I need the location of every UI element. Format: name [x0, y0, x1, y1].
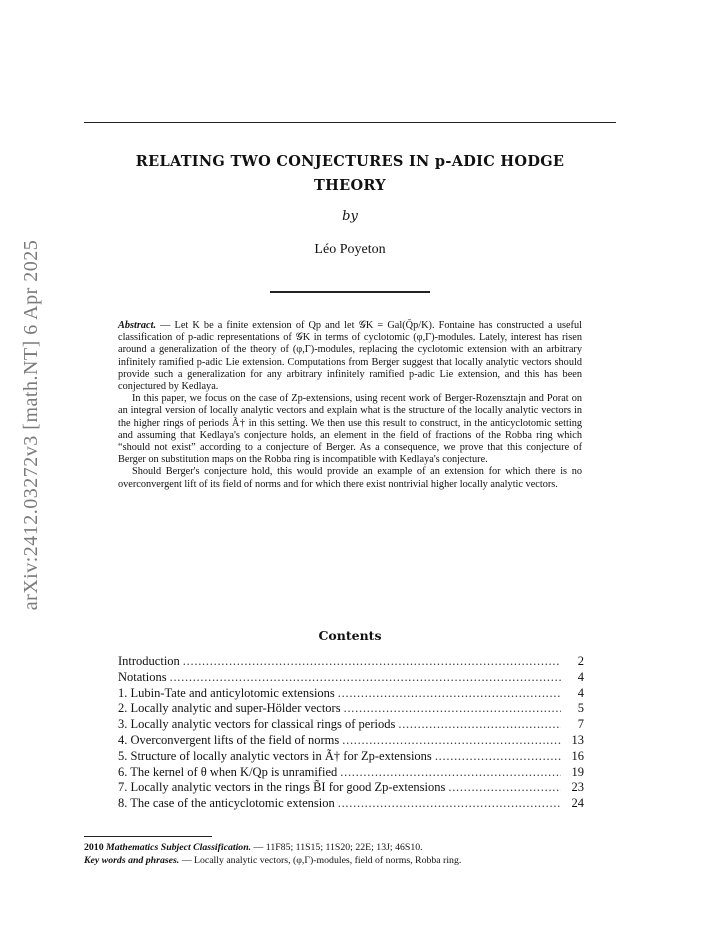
toc-entry-label: 7. Locally analytic vectors in the rings B̃I for good Zp-extensions — [118, 780, 446, 795]
toc-entry-label: 5. Structure of locally analytic vectors in Ã† for Zp-extensions — [118, 748, 432, 763]
toc-leader-dots — [338, 796, 561, 811]
toc-entry-page: 24 — [571, 796, 584, 811]
toc-entry-page: 13 — [571, 732, 584, 747]
toc-entry[interactable] — [118, 780, 584, 796]
abstract-paragraph-1 — [118, 320, 582, 393]
toc-entry-page: 23 — [571, 780, 584, 795]
toc-entry-page: 4 — [577, 669, 584, 684]
toc-entry[interactable] — [118, 765, 584, 781]
top-rule — [84, 122, 616, 123]
toc-entry[interactable] — [118, 733, 584, 749]
msc-codes: — 11F85; 11S15; 11S20; 22E; 13J; 46S10. — [251, 842, 423, 853]
toc-leader-dots — [183, 654, 561, 669]
toc-entry-label: Introduction — [118, 654, 180, 668]
msc-label: Mathematics Subject Classification. — [106, 842, 252, 853]
toc-entry[interactable] — [118, 670, 584, 686]
table-of-contents — [118, 654, 584, 812]
toc-entry-label: 1. Lubin-Tate and anticylotomic extensions — [118, 685, 335, 700]
toc-entry-page: 5 — [577, 701, 584, 716]
toc-entry[interactable] — [118, 796, 584, 812]
toc-entry-page: 2 — [577, 654, 584, 668]
toc-entry[interactable] — [118, 717, 584, 733]
title-separator-rule — [270, 291, 430, 293]
toc-leader-dots — [342, 733, 561, 748]
arxiv-identifier-stamp: arXiv:2412.03272v3 [math.NT] 6 Apr 2025 — [20, 239, 42, 611]
toc-entry-label: Notations — [118, 669, 167, 684]
toc-leader-dots — [435, 749, 561, 764]
toc-entry-page: 7 — [577, 717, 584, 732]
abstract-text-1: — Let K be a finite extension of Qp and let 𝒢K = Gal(Q̄p/K). Fontaine has constructed a useful classification of p-adic representations of 𝒢K in terms of cyclotomic (φ,Γ)-modules. Lately, interest has risen around a generalization of the theory of (φ,Γ)-modules, replacing the cyclotomic extension with an arbitrary infinitely ramified p-adic Lie extension. Computations from Berger suggest that locally analytic vectors should provide such a generalization for any arbitrary infinitely ramified p-adic Lie extension, and this has been conjectured by Kedlaya. — [118, 320, 582, 393]
toc-leader-dots — [170, 670, 561, 685]
msc-footnote — [84, 842, 644, 853]
toc-leader-dots — [338, 686, 561, 701]
toc-entry-label: 6. The kernel of θ when K/Qp is unramified — [118, 764, 338, 779]
abstract-paragraph-2: In this paper, we focus on the case of Zp-extensions, using recent work of Berger-Rozensztajn and Porat on an integral version of locally analytic vectors and explain what is the structure of the locally analytic vectors in the higher rings of periods Ã† in this setting. We then use this result to construct, in the anticyclotomic setting and assuming that Kedlaya's conjecture holds, an element in the field of fractions of the Robba ring which “should not exist” according to a conjecture of Berger. As a consequence, we prove that this conjecture of Berger on substitution maps on the Robba ring is incompatible with Kedlaya's conjecture. — [118, 393, 582, 466]
abstract-paragraph-3: Should Berger's conjecture hold, this would provide an example of an extension for which there is no overconvergent lift of its field of norms and for which there exist nontrivial higher locally analytic vectors. — [118, 466, 582, 490]
toc-entry-label: 4. Overconvergent lifts of the field of norms — [118, 732, 340, 747]
keywords-text: — Locally analytic vectors, (φ,Γ)-modules, field of norms, Robba ring. — [179, 855, 462, 866]
title-line-1: RELATING TWO CONJECTURES IN p-ADIC HODGE — [135, 153, 565, 170]
msc-year: 2010 — [84, 842, 104, 853]
title-line-2: THEORY — [314, 177, 386, 194]
toc-entry-page: 19 — [571, 764, 584, 779]
toc-entry[interactable] — [118, 749, 584, 765]
toc-entry-page: 16 — [571, 748, 584, 763]
toc-entry-page: 4 — [577, 685, 584, 700]
keywords-footnote — [84, 855, 644, 866]
abstract — [118, 320, 582, 491]
toc-entry-label: 2. Locally analytic and super-Hölder vectors — [118, 701, 341, 716]
contents-heading: Contents — [318, 628, 382, 643]
toc-leader-dots — [344, 701, 561, 716]
abstract-heading: Abstract. — [118, 320, 157, 331]
toc-leader-dots — [398, 717, 561, 732]
paper-title — [96, 150, 604, 198]
toc-entry-label: 3. Locally analytic vectors for classical rings of periods — [118, 717, 396, 732]
toc-entry[interactable] — [118, 701, 584, 717]
footnote-rule — [84, 836, 212, 837]
toc-entry[interactable] — [118, 654, 584, 670]
byline: by — [342, 209, 358, 224]
toc-leader-dots — [340, 765, 561, 780]
keywords-label: Key words and phrases. — [84, 855, 180, 866]
toc-entry[interactable] — [118, 686, 584, 702]
author-name: Léo Poyeton — [314, 242, 386, 257]
toc-leader-dots — [448, 780, 561, 795]
toc-entry-label: 8. The case of the anticyclotomic extension — [118, 796, 335, 811]
